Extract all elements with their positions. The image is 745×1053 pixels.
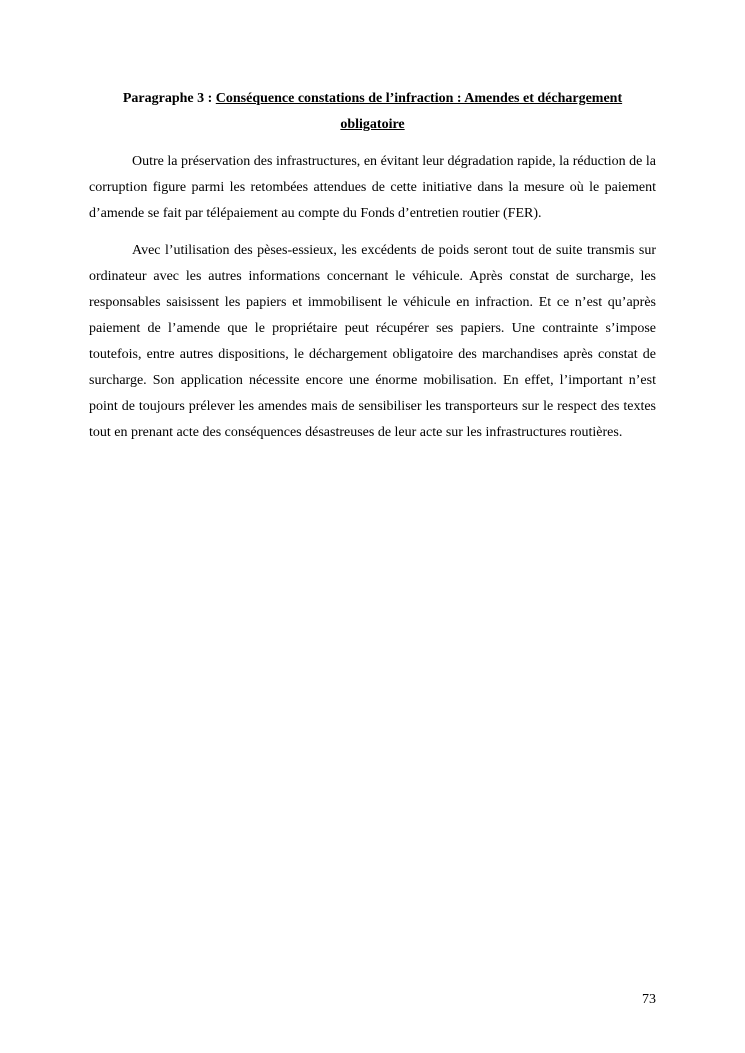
paragraph-2: Avec l’utilisation des pèses-essieux, les excédents de poids seront tout de suite transmis sur ordinateur avec les autres informations concernant le véhicule. Après constat de surcharge, les responsables saisissent les papiers et immobilisent le véhicule en infraction. Et ce n’est qu’après paiement de l’amende que le propriétaire peut récupérer ses papiers. Une contrainte s’impose toutefois, entre autres dispositions, le déchargement obligatoire des marchandises après constat de surcharge. Son application nécessite encore une énorme mobilisation. En effet, l’important n’est point de toujours prélever les amendes mais de sensibiliser les transporteurs sur le respect des textes tout en prenant acte des conséquences désastreuses de leur acte sur les infrastructures routières.: [89, 243, 656, 440]
heading-title: Conséquence constations de l’infraction : Amendes et déchargement obligatoire: [215, 91, 623, 132]
heading-prefix: Paragraphe 3 :: [122, 91, 216, 106]
section-heading: [89, 86, 656, 138]
page-content: [89, 86, 656, 457]
paragraph-1: Outre la préservation des infrastructures, en évitant leur dégradation rapide, la réduction de la corruption figure parmi les retombées attendues de cette initiative dans la mesure où le paiement d’amende se fait par télépaiement au compte du Fonds d’entretien routier (FER).: [89, 154, 656, 221]
page-number: 73: [642, 992, 656, 1007]
